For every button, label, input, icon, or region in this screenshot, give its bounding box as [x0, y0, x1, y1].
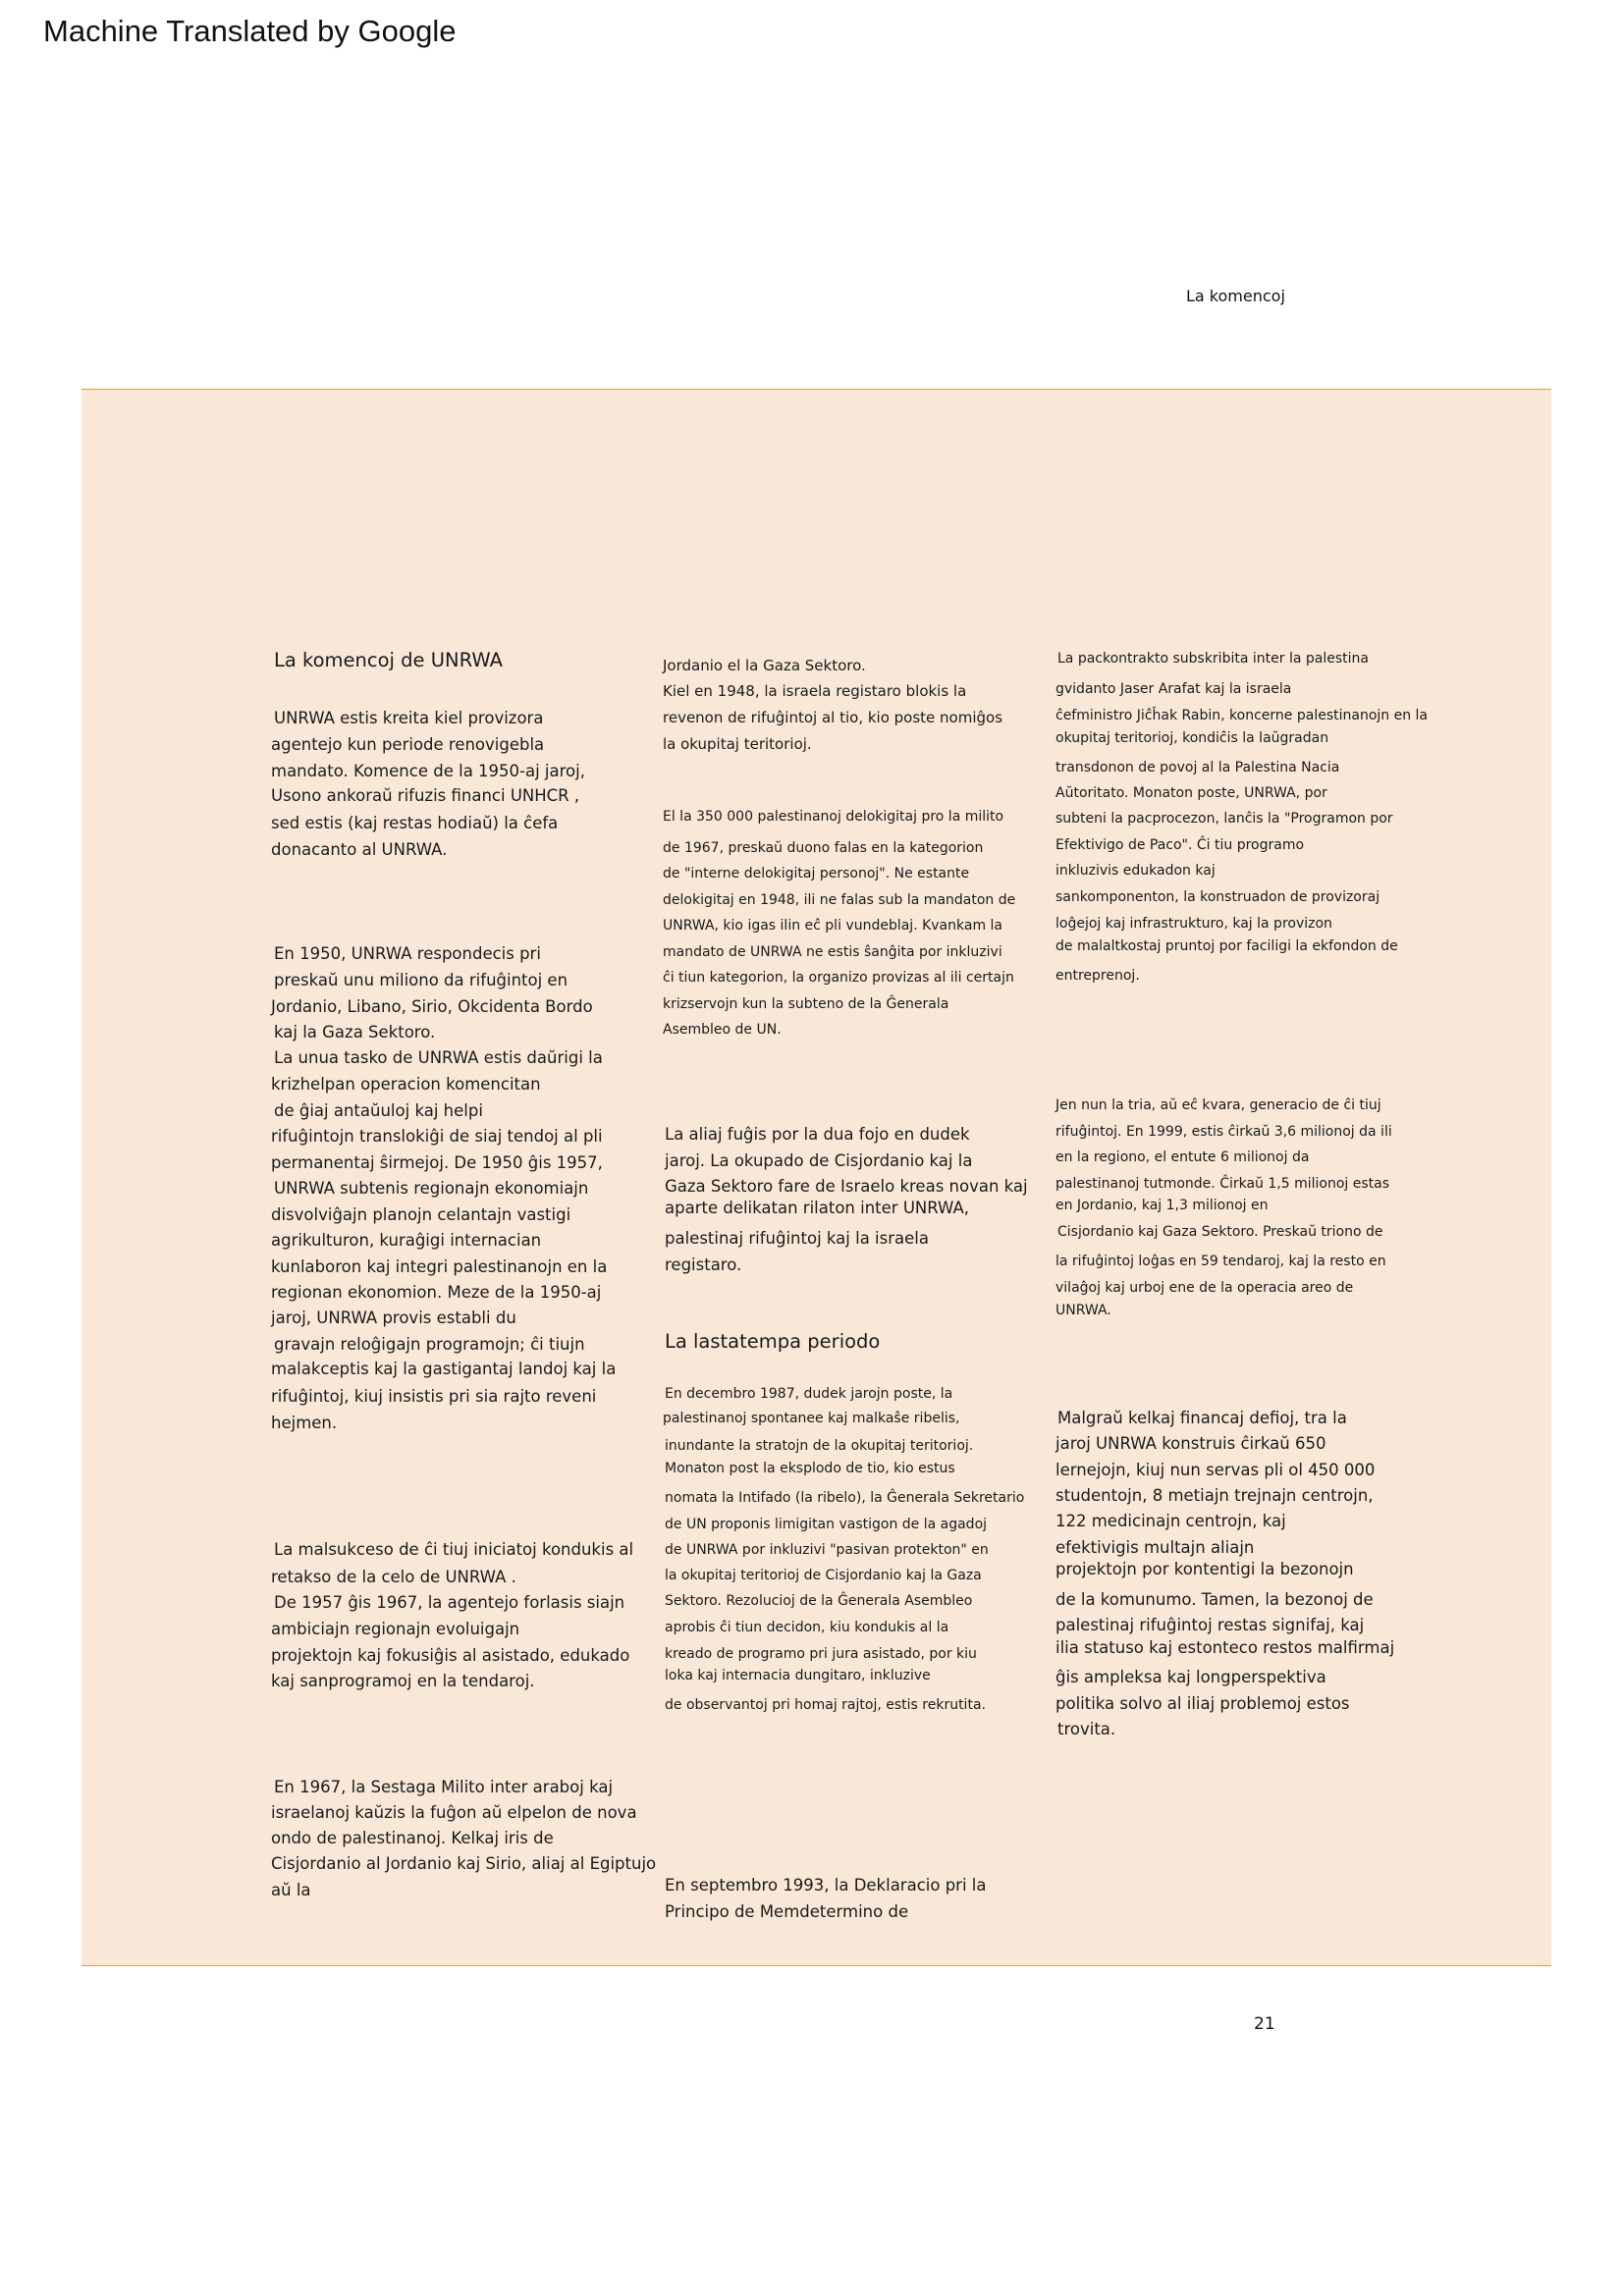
text-line: ondo de palestinanoj. Kelkaj iris de — [271, 1829, 554, 1847]
text-line: Cisjordanio kaj Gaza Sektoro. Preskaŭ triono de — [1057, 1224, 1383, 1240]
text-line: de ĝiaj antaŭuloj kaj helpi — [274, 1101, 483, 1120]
text-line: palestinaj rifuĝintoj restas signifaj, kaj — [1055, 1616, 1365, 1634]
text-line: politika solvo al iliaj problemoj estos — [1055, 1694, 1350, 1713]
text-line: krizhelpan operacion komencitan — [271, 1075, 541, 1094]
text-line: UNRWA estis kreita kiel provizora — [274, 709, 544, 727]
text-line: Principo de Memdetermino de — [665, 1902, 909, 1921]
text-line: Malgraŭ kelkaj financaj defioj, tra la — [1057, 1409, 1347, 1427]
text-line: la okupitaj teritorioj. — [663, 735, 812, 753]
text-line: revenon de rifuĝintoj al tio, kio poste nomiĝos — [663, 709, 1003, 726]
text-line: inkluzivis edukadon kaj — [1055, 863, 1216, 879]
text-line: preskaŭ unu miliono da rifuĝintoj en — [274, 971, 568, 989]
text-line: projektojn por kontentigi la bezonojn — [1055, 1560, 1354, 1578]
text-line: ambiciajn regionajn evoluigajn — [271, 1620, 520, 1638]
text-line: kaj sanprogramoj en la tendaroj. — [271, 1672, 535, 1690]
text-line: Jordanio, Libano, Sirio, Okcidenta Bordo — [271, 997, 593, 1016]
text-line: la okupitaj teritorioj de Cisjordanio kaj la Gaza — [665, 1568, 982, 1583]
text-line: de 1967, preskaŭ duono falas en la kategorion — [663, 840, 984, 856]
text-line: registaro. — [665, 1255, 742, 1274]
text-line: Kiel en 1948, la israela registaro blokis la — [663, 682, 967, 700]
machine-translation-banner: Machine Translated by Google — [43, 14, 457, 48]
text-line: kunlaboron kaj integri palestinanojn en la — [271, 1257, 608, 1276]
text-line: de "interne delokigitaj personoj". Ne estante — [663, 866, 970, 881]
text-line: Cisjordanio al Jordanio kaj Sirio, aliaj al Egiptujo — [271, 1854, 657, 1873]
text-line: ĝis ampleksa kaj longperspektiva — [1055, 1668, 1326, 1686]
section-heading: La komencoj de UNRWA — [274, 649, 503, 671]
text-line: aprobis ĉi tiun decidon, kiu kondukis al la — [665, 1620, 949, 1635]
text-line: israelanoj kaŭzis la fuĝon aŭ elpelon de nova — [271, 1803, 637, 1822]
text-line: lernejojn, kiuj nun servas pli ol 450 000 — [1055, 1461, 1376, 1479]
text-line: kaj la Gaza Sektoro. — [274, 1023, 436, 1041]
text-line: sankomponenton, la konstruadon de provizoraj — [1055, 889, 1380, 905]
text-line: efektivigis multajn aliajn — [1055, 1538, 1255, 1557]
page-number: 21 — [1254, 2014, 1275, 2034]
text-line: UNRWA, kio igas ilin eĉ pli vundeblaj. Kvankam la — [663, 918, 1003, 934]
text-line: sed estis (kaj restas hodiaŭ) la ĉefa — [271, 814, 559, 832]
text-line: regionan ekonomion. Meze de la 1950-aj — [271, 1283, 602, 1302]
text-line: nomata la Intifado (la ribelo), la Ĝenerala Sekretario — [665, 1490, 1025, 1506]
text-line: de UNRWA por inkluzivi "pasivan protekton" en — [665, 1542, 989, 1558]
text-line: gvidanto Jaser Arafat kaj la israela — [1055, 681, 1292, 697]
text-line: Asembleo de UN. — [663, 1022, 782, 1038]
text-line: Monaton post la eksplodo de tio, kio estus — [665, 1461, 955, 1476]
text-line: Aŭtoritato. Monaton poste, UNRWA, por — [1055, 785, 1327, 801]
text-line: palestinanoj tutmonde. Ĉirkaŭ 1,5 milionoj estas — [1055, 1176, 1390, 1192]
text-line: mandato. Komence de la 1950-aj jaroj, — [271, 762, 585, 780]
text-line: hejmen. — [271, 1414, 338, 1432]
text-line: de malaltkostaj pruntoj por faciligi la ekfondon de — [1055, 938, 1398, 954]
text-line: palestinanoj spontanee kaj malkaŝe ribelis, — [663, 1411, 960, 1426]
text-line: entreprenoj. — [1055, 968, 1140, 984]
text-line: la rifuĝintoj loĝas en 59 tendaroj, kaj la resto en — [1055, 1254, 1386, 1269]
text-line: subteni la pacprocezon, lanĉis la "Programon por — [1055, 811, 1393, 827]
text-line: retakso de la celo de UNRWA . — [271, 1568, 516, 1586]
text-line: En septembro 1993, la Deklaracio pri la — [665, 1876, 987, 1895]
text-line: aparte delikatan rilaton inter UNRWA, — [665, 1199, 969, 1217]
text-line: permanentaj ŝirmejoj. De 1950 ĝis 1957, — [271, 1153, 603, 1172]
text-line: kreado de programo pri jura asistado, por kiu — [665, 1646, 977, 1662]
text-line: La malsukceso de ĉi tiuj iniciatoj kondukis al — [274, 1540, 634, 1559]
text-line: La aliaj fuĝis por la dua fojo en dudek — [665, 1125, 970, 1144]
text-line: La unua tasko de UNRWA estis daŭrigi la — [274, 1048, 603, 1067]
text-line: de la komunumo. Tamen, la bezonoj de — [1055, 1590, 1374, 1609]
text-line: en Jordanio, kaj 1,3 milionoj en — [1055, 1198, 1269, 1213]
text-line: Sektoro. Rezolucioj de la Ĝenerala Asembleo — [665, 1593, 973, 1609]
text-line: agentejo kun periode renovigebla — [271, 735, 545, 754]
text-line: studentojn, 8 metiajn trejnajn centrojn, — [1055, 1486, 1374, 1505]
text-line: ilia statuso kaj estonteco restos malfirmaj — [1055, 1638, 1395, 1657]
text-line: 122 medicinajn centrojn, kaj — [1055, 1512, 1286, 1530]
text-line: mandato de UNRWA ne estis ŝanĝita por inkluzivi — [663, 944, 1002, 960]
text-line: rifuĝintoj. En 1999, estis ĉirkaŭ 3,6 milionoj da ili — [1055, 1124, 1392, 1140]
text-line: gravajn reloĝigajn programojn; ĉi tiujn — [274, 1335, 585, 1354]
text-line: projektojn kaj fokusiĝis al asistado, edukado — [271, 1646, 630, 1665]
text-line: Usono ankoraŭ rifuzis financi UNHCR , — [271, 786, 580, 805]
text-line: En 1967, la Sestaga Milito inter araboj kaj — [274, 1778, 614, 1796]
text-line: jaroj, UNRWA provis establi du — [271, 1308, 516, 1327]
text-line: El la 350 000 palestinanoj delokigitaj pro la milito — [663, 809, 1004, 825]
text-line: inundante la stratojn de la okupitaj teritorioj. — [665, 1438, 974, 1454]
text-line: krizservojn kun la subteno de la Ĝenerala — [663, 996, 949, 1012]
text-line: delokigitaj en 1948, ili ne falas sub la mandaton de — [663, 892, 1016, 908]
text-line: trovita. — [1057, 1720, 1116, 1738]
text-line: rifuĝintojn translokiĝi de siaj tendoj al pli — [271, 1127, 603, 1146]
text-line: jaroj. La okupado de Cisjordanio kaj la — [665, 1151, 973, 1170]
text-line: En 1950, UNRWA respondecis pri — [274, 944, 541, 963]
text-line: UNRWA subtenis regionajn ekonomiajn — [274, 1179, 589, 1198]
text-line: donacanto al UNRWA. — [271, 840, 448, 859]
text-line: aŭ la — [271, 1881, 311, 1899]
text-line: agrikulturon, kuraĝigi internacian — [271, 1231, 542, 1250]
text-line: loka kaj internacia dungitaro, inkluzive — [665, 1668, 931, 1683]
text-line: Jen nun la tria, aŭ eĉ kvara, generacio de ĉi tiuj — [1055, 1097, 1381, 1113]
text-line: okupitaj teritorioj, kondiĉis la laŭgradan — [1055, 730, 1329, 746]
text-line: de observantoj pri homaj rajtoj, estis rekrutita. — [665, 1697, 986, 1713]
text-line: La packontrakto subskribita inter la palestina — [1057, 651, 1369, 667]
section-heading: La lastatempa periodo — [665, 1330, 881, 1353]
text-line: rifuĝintoj, kiuj insistis pri sia rajto reveni — [271, 1387, 597, 1406]
text-line: loĝejoj kaj infrastrukturo, kaj la provizon — [1055, 916, 1332, 932]
running-head: La komencoj — [1186, 287, 1285, 305]
text-line: ĉi tiun kategorion, la organizo provizas al ili certajn — [663, 970, 1014, 986]
text-line: de UN proponis limigitan vastigon de la agadoj — [665, 1517, 988, 1532]
text-line: disvolviĝajn planojn celantajn vastigi — [271, 1205, 571, 1224]
text-line: UNRWA. — [1055, 1303, 1111, 1318]
text-line: malakceptis kaj la gastigantaj landoj kaj la — [271, 1360, 617, 1378]
text-line: transdonon de povoj al la Palestina Nacia — [1055, 760, 1340, 775]
text-line: jaroj UNRWA konstruis ĉirkaŭ 650 — [1055, 1434, 1326, 1453]
text-line: en la regiono, el entute 6 milionoj da — [1055, 1149, 1310, 1165]
text-line: Efektivigo de Paco". Ĉi tiu programo — [1055, 837, 1305, 853]
text-line: Jordanio el la Gaza Sektoro. — [663, 657, 866, 674]
text-line: vilaĝoj kaj urboj ene de la operacia areo de — [1055, 1280, 1354, 1296]
text-line: Gaza Sektoro fare de Israelo kreas novan kaj — [665, 1177, 1028, 1196]
text-line: De 1957 ĝis 1967, la agentejo forlasis siajn — [274, 1593, 625, 1612]
text-line: ĉefministro Jiĉĥak Rabin, koncerne palestinanojn en la — [1055, 708, 1429, 723]
text-line: palestinaj rifuĝintoj kaj la israela — [665, 1229, 929, 1248]
text-line: En decembro 1987, dudek jarojn poste, la — [665, 1386, 953, 1402]
